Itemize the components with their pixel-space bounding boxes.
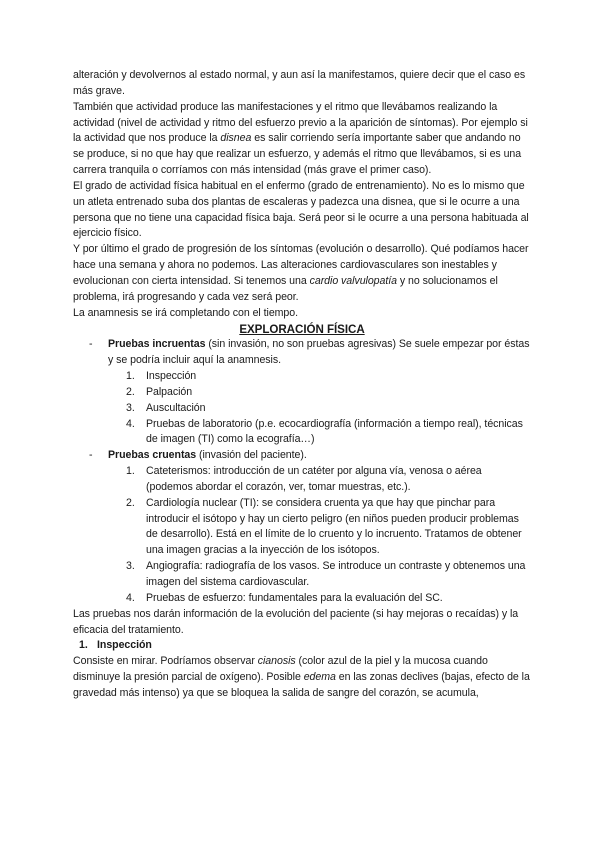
dash-item-incruentas-text: (sin invasión, no son pruebas agresivas) Se suele empezar por éstas y se podría incluir aquí la anamnesis.	[108, 338, 530, 367]
document-body	[73, 68, 531, 702]
list-item-text: Angiografía: radiografía de los vasos. Se introduce un contraste y obtenemos una imagen del sistema cardiovascular.	[146, 560, 526, 588]
list-item	[73, 559, 531, 591]
list-item-text: Pruebas de laboratorio (p.e. ecocardiografía (información a tiempo real), técnicas de imagen (TI) como la ecografía…)	[146, 417, 523, 446]
paragraph-1: alteración y devolvernos al estado normal, y aun así la manifestamos, quiere decir que el caso es más grave.	[73, 69, 526, 97]
dash-item-incruentas-title: Pruebas incruentas	[108, 338, 206, 351]
paragraph-4	[73, 242, 531, 305]
list-item-number: 3.	[126, 401, 135, 414]
list-item-text: Cateterismos: introducción de un catéter por alguna vía, venosa o aérea (podemos abordar el corazón, ver, tomar muestras, etc.).	[146, 465, 482, 493]
list-item	[73, 591, 531, 607]
paragraph-3: El grado de actividad física habitual en el enfermo (grado de entrenamiento). No es lo mismo que un atleta entrenado suba dos plantas de escaleras y padezca una disnea, que si le ocurre a una persona que no tiene una capacidad física baja. Será peor si le ocurre a una persona habituada al ejercicio físico.	[73, 179, 529, 240]
subsection-title: Inspección	[97, 639, 152, 652]
paragraph-4-text-c: y no solucionamos el problema, irá progresando y cada vez será peor.	[73, 274, 498, 303]
list-cruentas	[73, 464, 531, 607]
dash-bullet: -	[89, 338, 93, 351]
list-item-number: 4.	[126, 591, 135, 604]
list-item-text: Palpación	[146, 385, 193, 398]
list-item-text: Pruebas de esfuerzo: fundamentales para la evaluación del SC.	[146, 591, 443, 604]
term-edema: edema	[303, 671, 336, 684]
term-cardio-valvulopatia: cardio valvulopatía	[309, 274, 397, 287]
dash-item-cruentas-text: (invasión del paciente).	[196, 449, 307, 462]
list-incruentas	[73, 369, 531, 448]
dash-item-incruentas	[73, 337, 531, 369]
paragraph-7-text-e: en las zonas declives (bajas, efecto de la gravedad más intenso) ya que se bloquea la salida de sangre del corazón, se acumula,	[73, 671, 530, 699]
section-title: EXPLORACIÓN FÍSICA	[239, 322, 365, 336]
paragraph-2	[73, 100, 531, 179]
list-item-text: Inspección	[146, 370, 197, 383]
dash-bullet: -	[89, 449, 93, 462]
list-item	[73, 401, 531, 417]
term-disnea: disnea	[220, 132, 252, 145]
subsection-inspeccion	[73, 638, 531, 654]
paragraph-5: La anamnesis se irá completando con el tiempo.	[73, 306, 299, 319]
dash-item-cruentas	[73, 448, 531, 464]
list-item	[73, 385, 531, 401]
list-item-number: 2.	[126, 385, 135, 398]
list-item	[73, 464, 531, 496]
term-cianosis: cianosis	[257, 655, 296, 668]
list-item	[73, 496, 531, 559]
paragraph-7-text-c: (color azul de la piel y la mucosa cuando disminuye la presión parcial de oxígeno). Posible	[73, 655, 488, 684]
list-item	[73, 369, 531, 385]
list-item-text: Auscultación	[146, 401, 206, 414]
list-item-number: 4.	[126, 417, 135, 430]
list-item-number: 2.	[126, 496, 135, 509]
paragraph-7	[73, 654, 531, 702]
list-item	[73, 417, 531, 449]
dash-item-cruentas-title: Pruebas cruentas	[108, 449, 197, 462]
paragraph-7-text-a: Consiste en mirar. Podríamos observar	[73, 655, 258, 668]
list-item-number: 1.	[126, 370, 135, 383]
paragraph-4-text-a: Y por último el grado de progresión de los síntomas (evolución o desarrollo). Qué podíamos hacer hace una semana y ahora no podemos. Las alteraciones cardiovasculares son inestables y evolucionan con cierta intensidad. Si tenemos una	[73, 243, 529, 287]
list-item-number: 1.	[126, 465, 135, 478]
subsection-number: 1.	[79, 639, 88, 652]
list-item-number: 3.	[126, 560, 135, 573]
list-item-text: Cardiología nuclear (TI): se considera cruenta ya que hay que pinchar para introducir el isótopo y hay un cierto peligro (en niños pueden producir problemas de desarrollo). Está en el límite de lo cruento y lo incruento. Tratamos de obtener una imagen gracias a la inyección de los isótopos.	[146, 496, 522, 557]
paragraph-6: Las pruebas nos darán información de la evolución del paciente (si hay mejoras o recaídas) y la eficacia del tratamiento.	[73, 607, 519, 636]
paragraph-2-text-c: es salir corriendo sería importante saber que andando no se produce, si no que hay que realizar un esfuerzo, y además el ritmo que llevábamos, si es una carrera tranquila o corríamos con más intensidad (más grave el primer caso).	[73, 132, 522, 177]
paragraph-2-text-a: También que actividad produce las manifestaciones y el ritmo que llevábamos realizando la actividad (nivel de actividad y ritmo del esfuerzo previo a la aparición de síntomas). Por ejemplo si la actividad que nos produce la	[73, 100, 528, 145]
